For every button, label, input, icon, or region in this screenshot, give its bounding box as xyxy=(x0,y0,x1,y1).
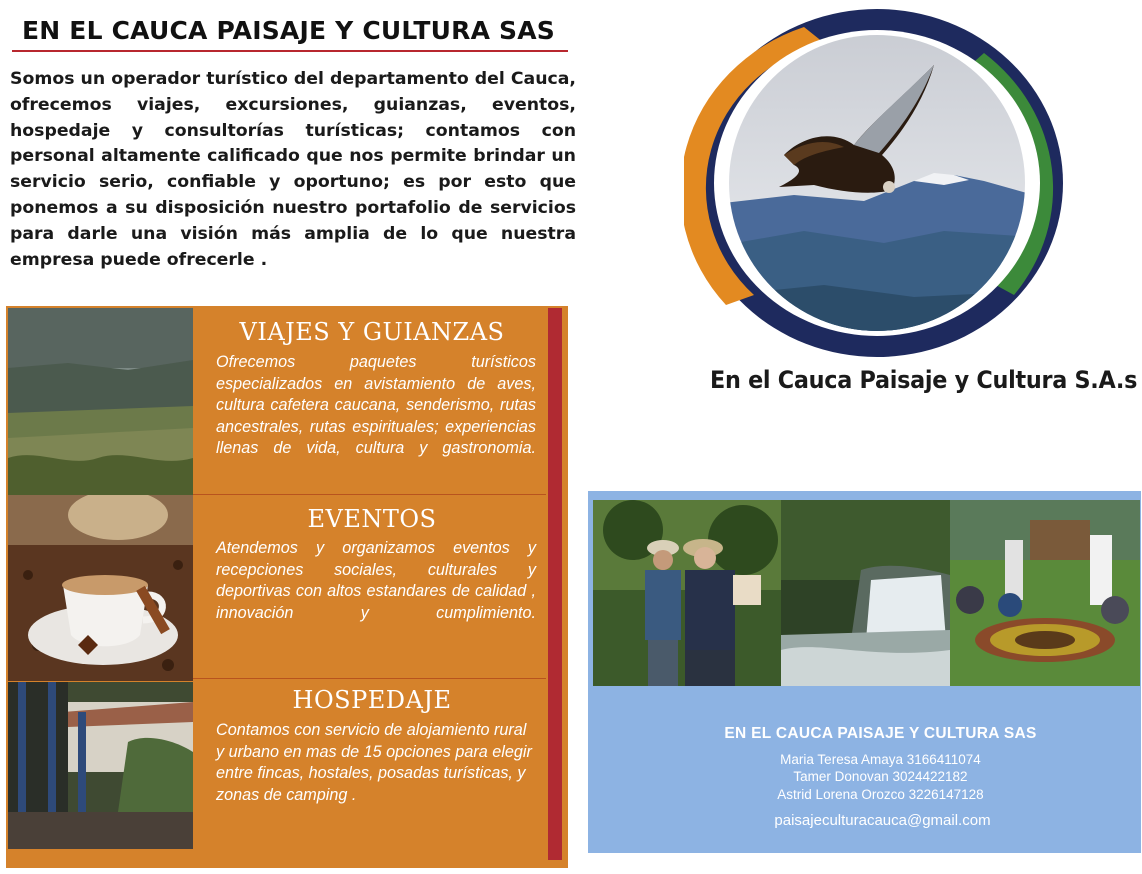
contact-title: EN EL CAUCA PAISAJE Y CULTURA SAS xyxy=(724,725,1037,742)
intro-paragraph: Somos un operador turístico del departamento del Cauca, ofrecemos viajes, excursiones, guianzas, eventos, hospedaje y consultorías turísticas; contamos con personal altamente calificado que nos permite brindar un servicio serio, confiable y oportuno; es por esto que ponemos a su disposición nuestro portafolio de servicios para darle una visión más amplia de lo que nuestra empresa puede ofrecerle . xyxy=(10,69,576,270)
section-title-hospedaje: HOSPEDAJE xyxy=(292,686,452,714)
contact-person: Maria Teresa Amaya 3166411074 xyxy=(780,752,981,767)
title-underline xyxy=(12,50,568,52)
section-body-viajes: Ofrecemos paquetes turísticos especializados en avistamiento de aves, cultura cafetera caucana, senderismo, rutas ancestrales, rutas espirituales; experiencias llenas de vida, cultura y gastronomia. xyxy=(216,353,536,458)
contact-person: Tamer Donovan 3024422182 xyxy=(793,769,968,784)
page-title: EN EL CAUCA PAISAJE Y CULTURA SAS xyxy=(22,16,556,45)
section-divider xyxy=(193,678,546,679)
ceremony-photo xyxy=(950,500,1140,686)
section-body-hospedaje: Contamos con servicio de alojamiento rural y urbano en mas de 15 opciones para elegir entre fincas, hostales, posadas turísticas, y zonas de camping . xyxy=(216,721,532,804)
contact-email: paisajeculturacauca@gmail.com xyxy=(774,812,991,829)
coffee-cup-photo xyxy=(8,495,193,681)
contact-person: Astrid Lorena Orozco 3226147128 xyxy=(777,787,984,802)
section-title-viajes: VIAJES Y GUIANZAS xyxy=(239,318,505,346)
condor-mountain-logo-icon xyxy=(684,5,1070,361)
paramo-landscape-photo xyxy=(8,308,193,495)
section-title-eventos: EVENTOS xyxy=(307,505,437,533)
waterfall-photo xyxy=(781,500,950,686)
company-logo xyxy=(684,5,1070,361)
birdwatching-photo xyxy=(593,500,781,686)
section-divider xyxy=(193,494,546,495)
section-body-eventos: Atendemos y organizamos eventos y recepciones sociales, culturales y deportivas con altos estandares de calidad , innovación y cumplimiento. xyxy=(216,539,536,622)
logo-wordmark: En el Cauca Paisaje y Cultura S.A.s xyxy=(710,366,1138,394)
panel-accent-strip xyxy=(548,308,562,860)
rural-house-photo xyxy=(8,682,193,849)
